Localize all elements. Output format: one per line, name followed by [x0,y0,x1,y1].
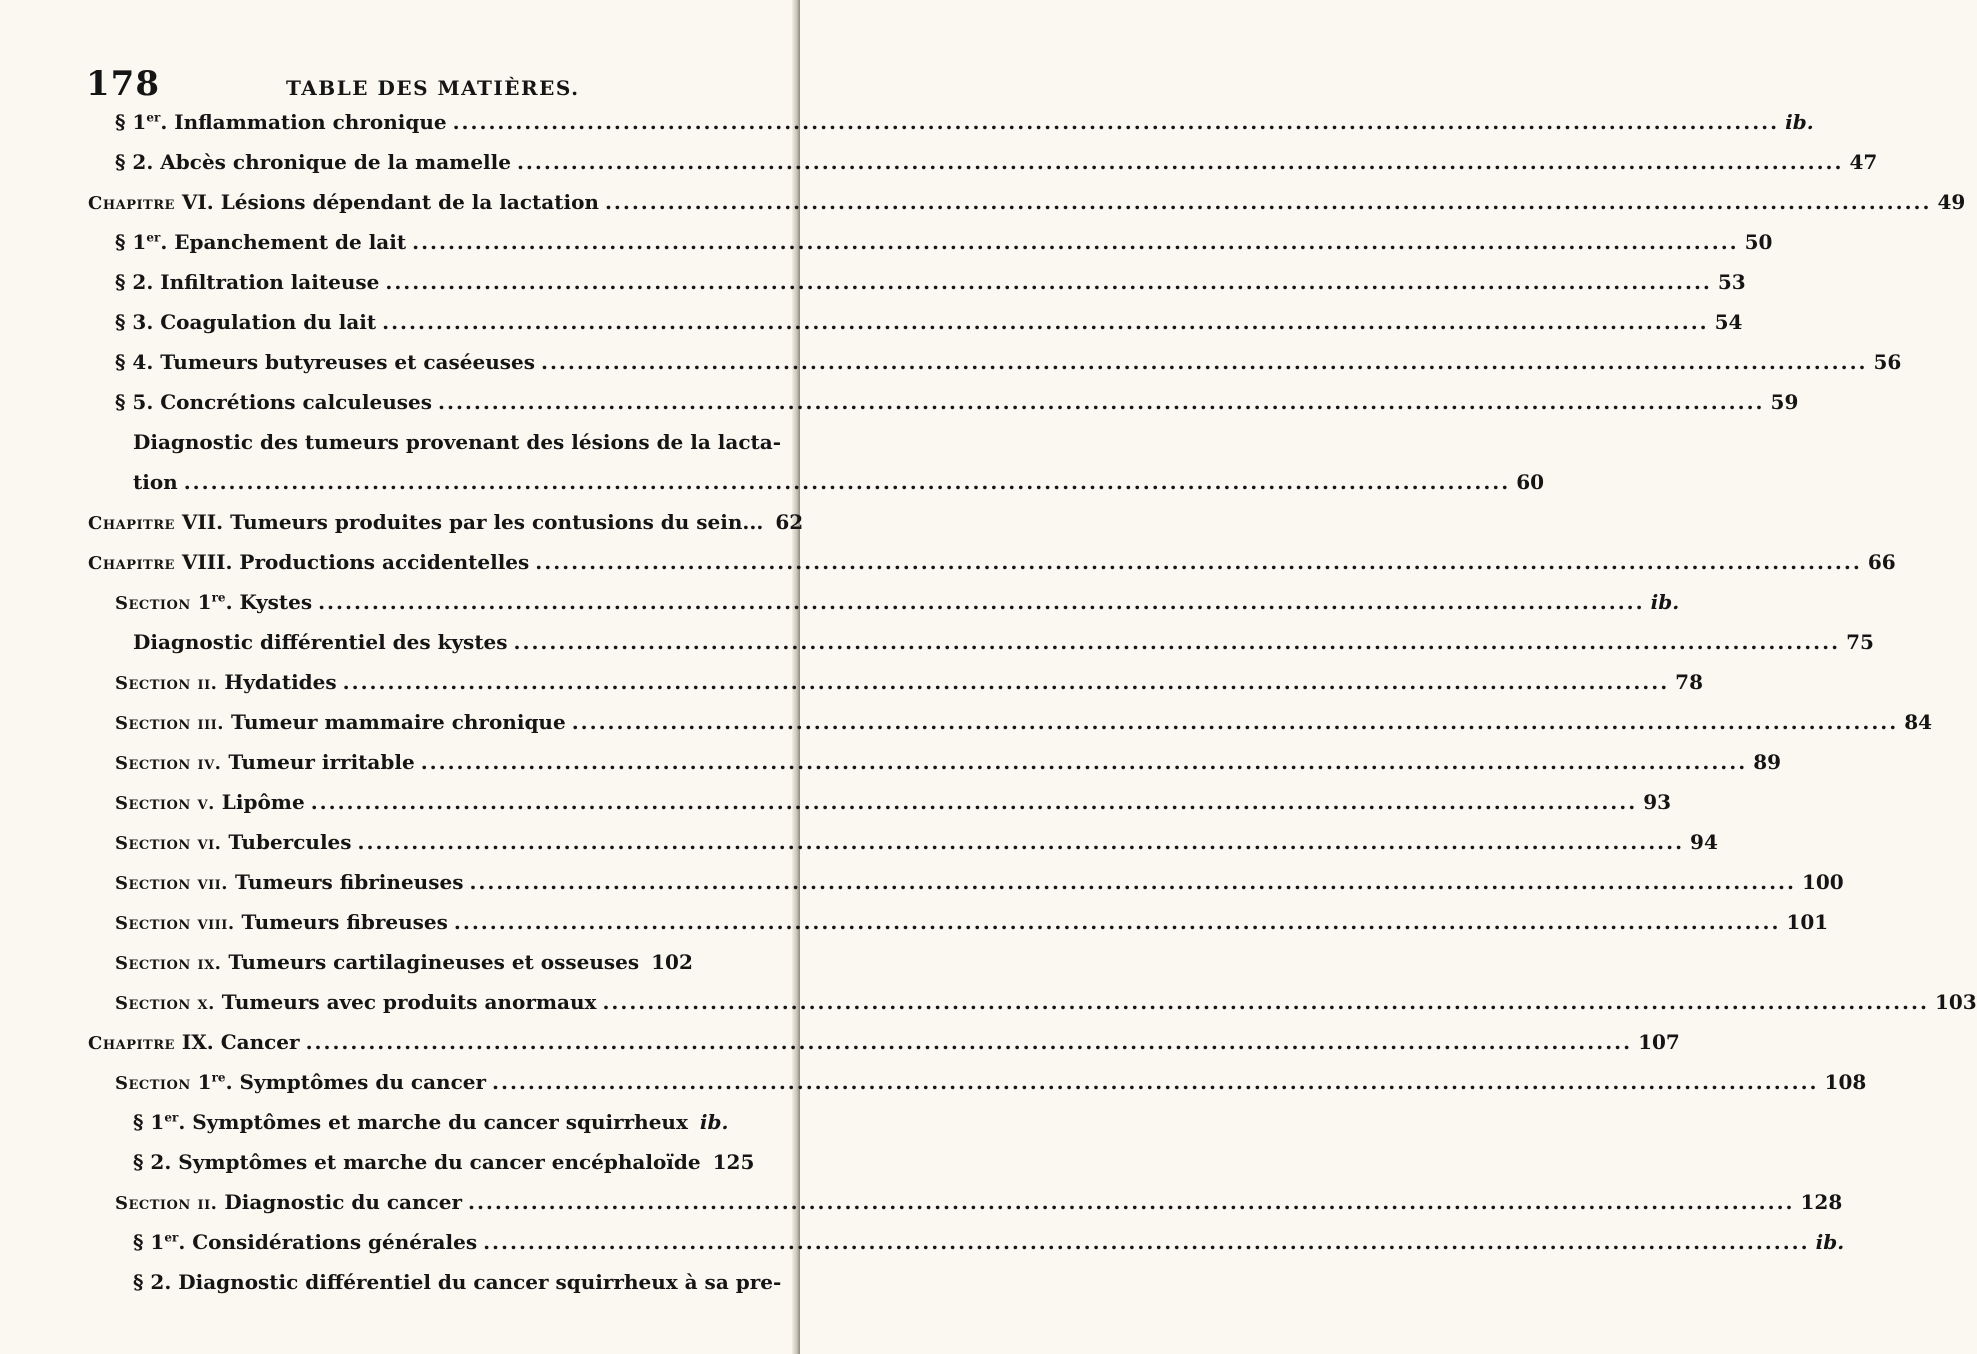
toc-chapter-entry: Chapitre VIII. Productions accidentelles ..... 66 [88,550,681,584]
page-number: 178 [86,64,160,104]
toc-chapter-entry: Chapitre VII. Tumeurs produites par les contusions du sein... 62 [88,510,804,534]
toc-section-entry: Section v. Lipôme ..... 93 [115,790,681,824]
toc-section-entry: Section x. Tumeurs avec produits anormaux ..... 103 [115,990,681,1024]
toc-entry: § 1er. Inflammation chronique ..... ib. [115,110,681,144]
running-title: TABLE DES MATIÈRES. [286,76,580,100]
toc-page-ref: 53 [1717,270,1746,294]
toc-page-ref: 107 [1638,1030,1680,1054]
toc-page-ref: 78 [1675,670,1704,694]
toc-entry: § 4. Tumeurs butyreuses et caséeuses ..... 56 [115,350,681,384]
page-header [86,66,686,106]
toc-entry: Diagnostic différentiel des kystes ..... 75 [133,630,681,664]
toc-page-ref: 84 [1904,710,1933,734]
toc-page-ref: 128 [1800,1190,1843,1214]
toc-entry: § 5. Concrétions calculeuses ..... 59 [115,390,681,424]
toc-section-entry: Section ii. Diagnostic du cancer ..... 128 [115,1190,681,1224]
toc-page-ref: 100 [1801,870,1844,894]
toc-page-ref: 102 [651,950,693,974]
toc-entry: § 1er. Epanchement de lait ..... 50 [115,230,681,264]
toc-page-ref: 101 [1786,910,1829,934]
toc-chapter-entry: Chapitre VI. Lésions dépendant de la lactation ..... 49 [88,190,681,224]
toc-page-ref: 56 [1873,350,1902,374]
toc-entry: § 2. Abcès chronique de la mamelle ..... 47 [115,150,681,184]
toc-page-ref: ib. [1650,590,1680,614]
toc-section-entry: Section viii. Tumeurs fibreuses ..... 101 [115,910,681,944]
toc-page-ref: 103 [1934,990,1977,1014]
toc-page-ref: 47 [1849,150,1878,174]
toc-section-entry: Section ix. Tumeurs cartilagineuses et osseuses 102 [115,950,693,974]
toc-page-ref: 108 [1824,1070,1867,1094]
toc-section-entry: Section iv. Tumeur irritable ..... 89 [115,750,681,784]
toc-page-ref: 60 [1516,470,1545,494]
toc-entry: § 1er. Symptômes et marche du cancer squirrheux ib. [133,1110,729,1134]
toc-page-ref: 50 [1744,230,1773,254]
toc-page-ref: ib. [1815,1230,1845,1254]
toc-page-ref: 94 [1690,830,1718,854]
toc-page-ref: ib. [699,1110,729,1134]
toc-entry: § 1er. Considérations générales ..... ib. [133,1230,681,1264]
toc-page-ref: 54 [1714,310,1743,334]
toc-page-ref: 66 [1867,550,1896,574]
toc-page-ref: ib. [1785,110,1814,134]
toc-section-entry: Section vii. Tumeurs fibrineuses ..... 100 [115,870,681,904]
toc-entry: § 2. Infiltration laiteuse ..... 53 [115,270,681,304]
toc-section-entry: Section ii. Hydatides ..... 78 [115,670,681,704]
toc-entry-continuation: tion ..... 60 [133,470,681,504]
toc-page-ref: 125 [712,1150,755,1174]
toc-page-ref: 75 [1846,630,1874,654]
toc-page-ref: 49 [1937,190,1966,214]
toc-page-ref: 89 [1753,750,1782,774]
toc-page-ref: 59 [1770,390,1799,414]
toc-entry-first-line: § 2. Diagnostic différentiel du cancer squirrheux à sa pre- [133,1270,782,1294]
toc-section-entry: Section vi. Tubercules ..... 94 [115,830,681,864]
toc-page-ref: 62 [775,510,804,534]
toc-section-entry: Section 1re. Symptômes du cancer ..... 108 [115,1070,681,1104]
toc-entry: § 3. Coagulation du lait ..... 54 [115,310,681,344]
toc-chapter-entry: Chapitre IX. Cancer ..... 107 [88,1030,681,1064]
toc-section-entry: Section iii. Tumeur mammaire chronique ..... 84 [115,710,681,744]
toc-entry: § 2. Symptômes et marche du cancer encéphaloïde 125 [133,1150,755,1174]
toc-page-ref: 93 [1643,790,1672,814]
toc-entry-first-line: Diagnostic des tumeurs provenant des lésions de la lacta- [133,430,781,454]
toc-section-entry: Section 1re. Kystes ..... ib. [115,590,681,624]
